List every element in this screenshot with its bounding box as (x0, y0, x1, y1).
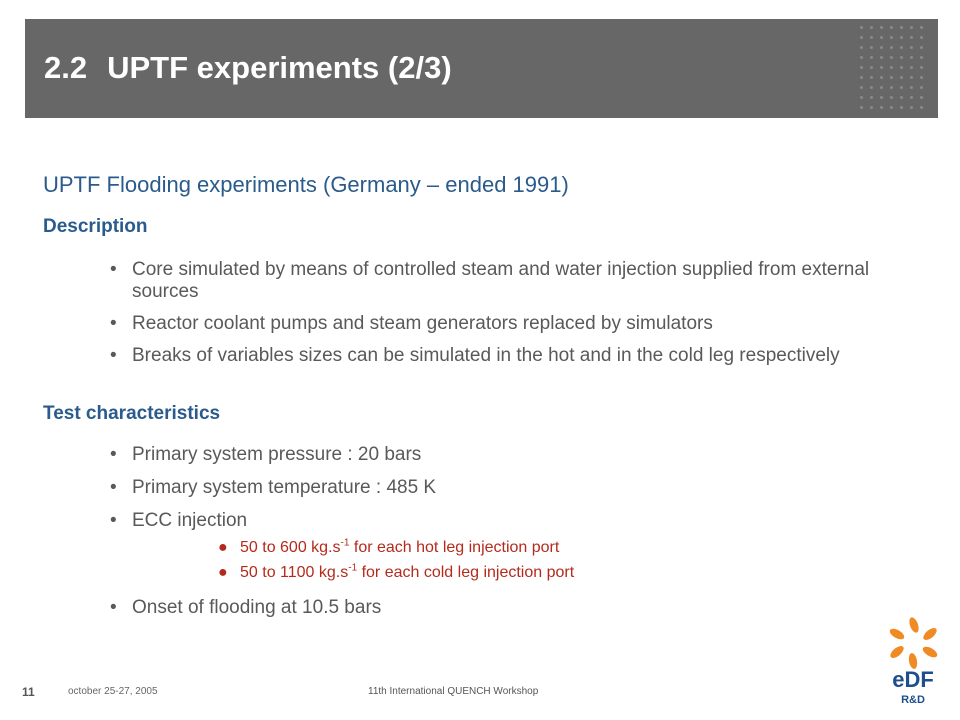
dot (910, 106, 913, 109)
dot (870, 26, 873, 29)
dot (860, 36, 863, 39)
dot (860, 76, 863, 79)
dot (900, 46, 903, 49)
test-characteristics-list (108, 444, 898, 532)
dot (860, 86, 863, 89)
dot (890, 106, 893, 109)
ecc-injection-sublist (218, 539, 574, 582)
dot (910, 66, 913, 69)
edf-flower-icon (888, 616, 939, 669)
dot (870, 96, 873, 99)
dot (880, 26, 883, 29)
test-characteristics-list-end (108, 597, 898, 619)
bullet-icon: • (110, 259, 117, 280)
dot (920, 46, 923, 49)
dot (920, 106, 923, 109)
bullet-icon: • (110, 477, 117, 498)
dot (920, 56, 923, 59)
dot (860, 46, 863, 49)
dot (900, 36, 903, 39)
dot (890, 56, 893, 59)
dot (920, 86, 923, 89)
dot (890, 36, 893, 39)
dot (860, 96, 863, 99)
dot (880, 66, 883, 69)
list-item: • Primary system temperature : 485 K (110, 477, 437, 498)
dot (880, 36, 883, 39)
dot (870, 76, 873, 79)
dot (920, 76, 923, 79)
dot (900, 76, 903, 79)
list-item: ● 50 to 600 $kg.s^{-1}$ for each hot leg injection port (218, 537, 560, 556)
dot (910, 56, 913, 59)
list-item: • ECC injection (110, 510, 248, 531)
bullet-icon: • (110, 444, 117, 465)
dot (860, 56, 863, 59)
dot (900, 66, 903, 69)
dot (920, 66, 923, 69)
slide-title-text: UPTF experiments (2/3) (107, 50, 452, 85)
bullet-icon: • (110, 597, 117, 618)
description-heading: Description (43, 216, 148, 237)
dot (870, 66, 873, 69)
bullet-icon: • (110, 313, 117, 334)
bullet-icon: • (110, 345, 117, 366)
dot (880, 56, 883, 59)
dot (870, 36, 873, 39)
dot (900, 26, 903, 29)
page-number: 11 (22, 685, 35, 699)
rd-logo-text: R&D (901, 694, 925, 706)
dot (890, 86, 893, 89)
slide-subtitle: UPTF Flooding experiments (Germany – ended 1991) (43, 172, 569, 197)
decorative-dot-grid (860, 26, 934, 116)
edf-logo-text: eDF (892, 667, 934, 692)
dot (910, 26, 913, 29)
list-item: • Primary system pressure : 20 bars (110, 444, 422, 465)
dot (880, 96, 883, 99)
description-list (108, 259, 898, 367)
dot (860, 26, 863, 29)
dot (890, 76, 893, 79)
dot (880, 76, 883, 79)
list-item: • Breaks of variables sizes can be simulated in the hot and in the cold leg respectively (110, 345, 840, 366)
dot (910, 86, 913, 89)
dot (910, 46, 913, 49)
dot (900, 56, 903, 59)
dot (880, 86, 883, 89)
slide-section-number: 2.2 (44, 50, 88, 85)
dot (910, 96, 913, 99)
dot (920, 36, 923, 39)
list-item: • Onset of flooding at 10.5 bars (110, 597, 382, 618)
list-item: ● 50 to 1100 $kg.s^{-1}$ for each cold leg injection port (218, 562, 575, 581)
dot (900, 106, 903, 109)
footer-event: 11th International QUENCH Workshop (368, 686, 539, 697)
dot (880, 46, 883, 49)
bullet-icon: • (110, 510, 117, 531)
dot (870, 56, 873, 59)
dot (890, 66, 893, 69)
dot (920, 96, 923, 99)
edf-rd-logo (884, 616, 944, 708)
dot (910, 76, 913, 79)
dot (860, 66, 863, 69)
dot (890, 26, 893, 29)
slide-title (44, 50, 452, 86)
test-characteristics-heading: Test characteristics (43, 403, 221, 424)
dot (870, 46, 873, 49)
dot (870, 86, 873, 89)
dot (900, 86, 903, 89)
dot (920, 26, 923, 29)
bullet-icon: ● (218, 539, 228, 556)
bullet-icon: ● (218, 564, 228, 581)
dot (910, 36, 913, 39)
dot (900, 96, 903, 99)
list-item: • Core simulated by means of controlled steam and water injection supplied from external sources (110, 259, 870, 302)
dot (870, 106, 873, 109)
dot (880, 106, 883, 109)
dot (890, 46, 893, 49)
footer-date: october 25-27, 2005 (68, 686, 158, 697)
dot (860, 106, 863, 109)
list-item: • Reactor coolant pumps and steam generators replaced by simulators (110, 313, 713, 334)
dot (890, 96, 893, 99)
